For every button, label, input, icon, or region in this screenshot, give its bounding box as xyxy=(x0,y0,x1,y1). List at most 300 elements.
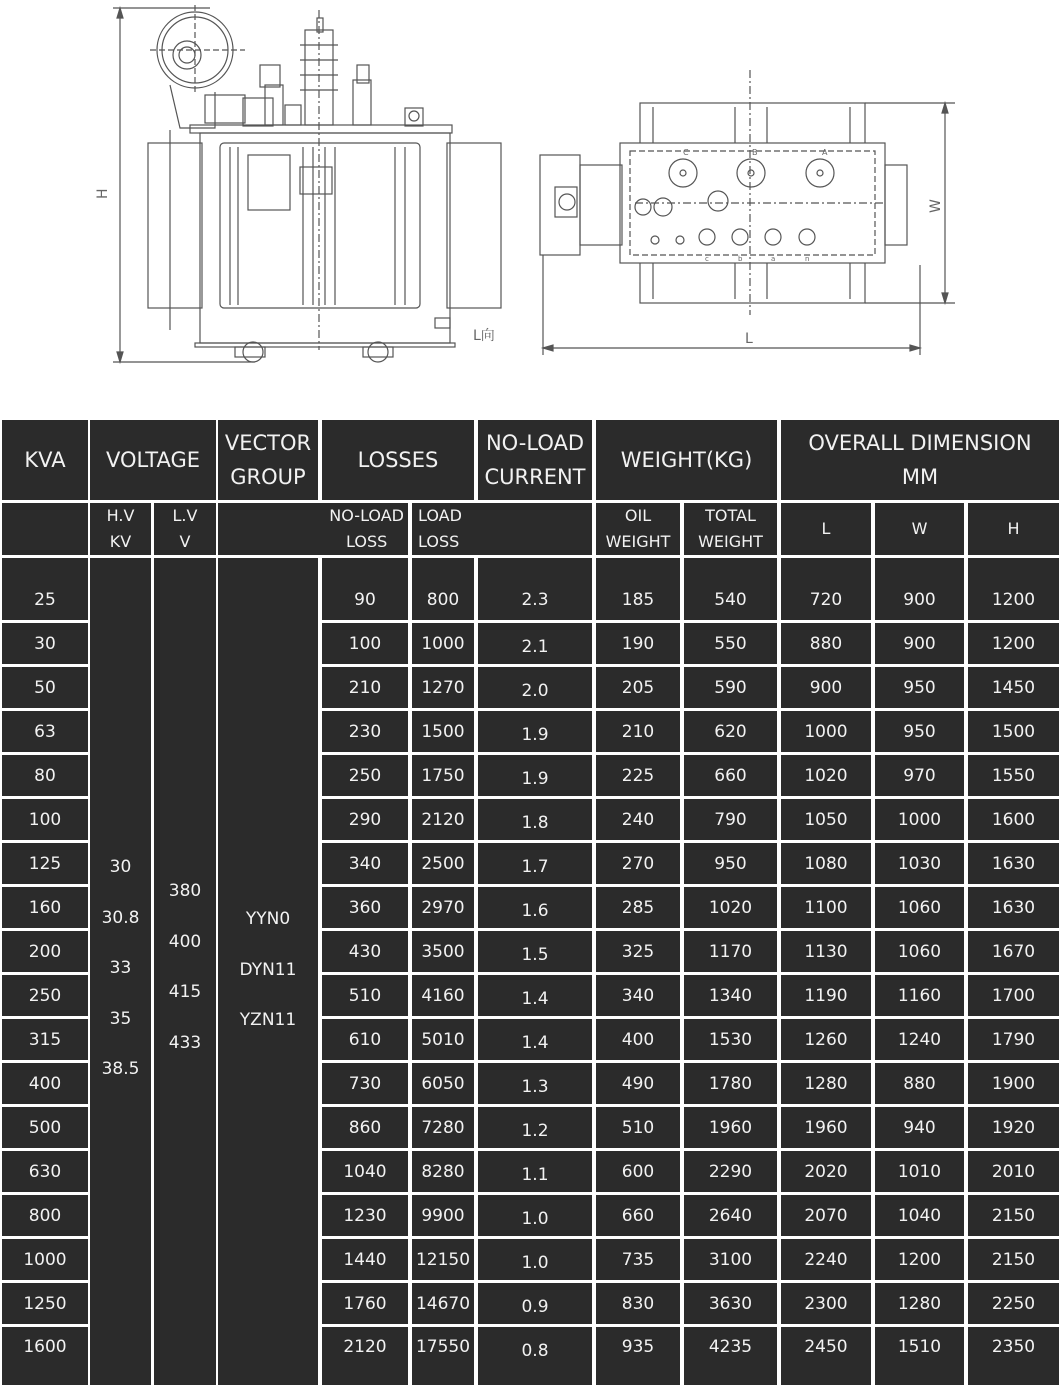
cell-value: 1340 xyxy=(708,985,753,1006)
subheader-lv xyxy=(154,503,216,555)
cell-value: 2970 xyxy=(421,897,465,918)
table-cell-l xyxy=(781,711,871,752)
subheader-h-label: H xyxy=(1007,519,1020,538)
lv-value: 415 xyxy=(168,982,202,1002)
table-cell-load-loss xyxy=(412,799,474,840)
table-cell-no-load-loss xyxy=(322,755,408,796)
table-cell-oil xyxy=(596,843,680,884)
cell-value: 950 xyxy=(714,853,747,874)
table-cell-h xyxy=(968,711,1059,752)
cell-value: 1500 xyxy=(991,721,1036,742)
cell-value: 7280 xyxy=(421,1117,465,1138)
cell-value: 90 xyxy=(354,590,376,610)
table-cell-h xyxy=(968,755,1059,796)
cell-value: 1.9 xyxy=(521,724,549,745)
cell-value: 940 xyxy=(903,1117,936,1138)
cell-value: 1050 xyxy=(804,809,848,830)
table-cell-no-load-loss xyxy=(322,1019,408,1060)
table-cell-l xyxy=(781,887,871,928)
cell-value: 550 xyxy=(714,633,747,654)
table-cell-h xyxy=(968,887,1059,928)
cell-value: 1600 xyxy=(991,809,1036,830)
cell-value: 1.7 xyxy=(521,856,549,877)
table-cell-total xyxy=(684,843,777,884)
table-cell-no-load-loss xyxy=(322,1107,408,1148)
cell-value: 950 xyxy=(903,677,936,698)
table-cell-kva xyxy=(2,623,88,664)
cell-value: 1020 xyxy=(804,765,848,786)
cell-value: 1000 xyxy=(421,633,465,654)
cell-value: 1510 xyxy=(897,1337,942,1357)
cell-value: 1.4 xyxy=(521,988,549,1009)
phase-label-lv: c xyxy=(705,255,709,263)
table-cell-w xyxy=(875,1019,964,1060)
subheader-w-label: W xyxy=(911,519,928,538)
subheader-load-line2: LOSS xyxy=(418,532,460,551)
table-cell-w xyxy=(875,667,964,708)
table-cell-no-load-loss xyxy=(322,558,408,620)
subheader-total-line2: WEIGHT xyxy=(698,532,763,551)
header-vector-group xyxy=(218,420,318,500)
cell-value: 1.8 xyxy=(521,812,549,833)
cell-value: 500 xyxy=(28,1117,62,1138)
cell-value: 200 xyxy=(28,941,62,962)
table-cell-h xyxy=(968,1283,1059,1324)
table-cell-load-loss xyxy=(412,755,474,796)
cell-value: 1530 xyxy=(708,1029,753,1050)
cell-value: 880 xyxy=(903,1073,936,1094)
cell-value: 1000 xyxy=(23,1249,67,1270)
cell-value: 2150 xyxy=(991,1249,1036,1270)
header-losses-label: LOSSES xyxy=(357,448,439,472)
header-losses xyxy=(322,420,474,500)
table-cell-h xyxy=(968,1019,1059,1060)
table-cell-kva xyxy=(2,711,88,752)
table-cell-w xyxy=(875,1327,964,1385)
cell-value: 1040 xyxy=(897,1205,942,1226)
subheader-hv-line1: H.V xyxy=(106,506,135,525)
cell-value: 17550 xyxy=(415,1337,471,1357)
lv-value: 400 xyxy=(168,931,202,952)
table-cell-current xyxy=(478,755,592,796)
table-cell-total xyxy=(684,1107,777,1148)
cell-value: 830 xyxy=(621,1293,655,1314)
header-vector-line1: VECTOR xyxy=(224,431,312,455)
table-cell-oil xyxy=(596,975,680,1016)
table-cell-total xyxy=(684,558,777,620)
table-cell-oil xyxy=(596,667,680,708)
table-cell-current xyxy=(478,1063,592,1104)
table-cell-total xyxy=(684,975,777,1016)
cell-value: 30 xyxy=(34,633,56,654)
merged-hv-column xyxy=(90,558,151,1385)
cell-value: 540 xyxy=(714,590,747,610)
table-cell-w xyxy=(875,711,964,752)
table-cell-h xyxy=(968,1195,1059,1236)
cell-value: 1780 xyxy=(708,1073,753,1094)
table-cell-total xyxy=(684,755,777,796)
cell-value: 2290 xyxy=(708,1161,753,1182)
cell-value: 935 xyxy=(621,1337,655,1357)
table-cell-current xyxy=(478,975,592,1016)
table-cell-h xyxy=(968,1063,1059,1104)
cell-value: 3630 xyxy=(708,1293,753,1314)
cell-value: 430 xyxy=(348,941,382,962)
cell-value: 1550 xyxy=(991,765,1036,786)
cell-value: 5010 xyxy=(421,1029,465,1050)
cell-value: 880 xyxy=(809,633,843,654)
table-cell-w xyxy=(875,799,964,840)
table-cell-total xyxy=(684,623,777,664)
cell-value: 1010 xyxy=(897,1161,942,1182)
cell-value: 1960 xyxy=(708,1117,753,1138)
cell-value: 63 xyxy=(34,721,56,742)
subheader-lv-line1: L.V xyxy=(172,506,198,525)
table-cell-oil xyxy=(596,1107,680,1148)
cell-value: 240 xyxy=(621,809,655,830)
cell-value: 1790 xyxy=(991,1029,1036,1050)
cell-value: 590 xyxy=(714,677,747,698)
table-cell-l xyxy=(781,755,871,796)
top-view-drawing xyxy=(535,65,975,365)
table-cell-kva xyxy=(2,667,88,708)
table-cell-w xyxy=(875,1195,964,1236)
cell-value: 1250 xyxy=(23,1293,67,1314)
table-cell-load-loss xyxy=(412,975,474,1016)
subheader-total-weight xyxy=(684,503,777,555)
table-cell-load-loss xyxy=(412,1239,474,1280)
vector-group-value: YZN11 xyxy=(239,1010,297,1030)
table-cell-total xyxy=(684,931,777,972)
table-cell-oil xyxy=(596,799,680,840)
cell-value: 340 xyxy=(348,853,382,874)
table-cell-load-loss xyxy=(412,1327,474,1385)
table-cell-current xyxy=(478,931,592,972)
subheader-l-label: L xyxy=(821,519,831,538)
cell-value: 100 xyxy=(28,809,62,830)
cell-value: 600 xyxy=(621,1161,655,1182)
cell-value: 400 xyxy=(28,1073,62,1094)
cell-value: 2240 xyxy=(804,1249,848,1270)
cell-value: 1.3 xyxy=(521,1076,549,1097)
table-cell-l xyxy=(781,975,871,1016)
table-cell-l xyxy=(781,558,871,620)
cell-value: 800 xyxy=(28,1205,62,1226)
cell-value: 1630 xyxy=(991,897,1036,918)
cell-value: 290 xyxy=(348,809,382,830)
phase-label-lv: a xyxy=(771,255,776,263)
header-kva xyxy=(2,420,88,500)
merged-lv-column xyxy=(154,558,216,1385)
cell-value: 1130 xyxy=(804,941,848,962)
cell-value: 860 xyxy=(348,1117,382,1138)
table-cell-w xyxy=(875,931,964,972)
table-cell-h xyxy=(968,1327,1059,1385)
table-cell-total xyxy=(684,1063,777,1104)
subheader-lv-line2: V xyxy=(179,532,191,551)
header-current-line1: NO-LOAD xyxy=(485,431,585,455)
table-cell-current xyxy=(478,887,592,928)
cell-value: 2120 xyxy=(421,809,465,830)
table-cell-current xyxy=(478,1019,592,1060)
table-cell-load-loss xyxy=(412,711,474,752)
cell-value: 340 xyxy=(621,985,655,1006)
table-cell-kva xyxy=(2,1063,88,1104)
cell-value: 1260 xyxy=(804,1029,848,1050)
merged-vector-column xyxy=(218,558,318,1385)
cell-value: 0.9 xyxy=(521,1296,549,1317)
subheader-total-line1: TOTAL xyxy=(705,506,756,525)
header-voltage xyxy=(90,420,216,500)
cell-value: 1200 xyxy=(897,1249,942,1270)
table-cell-total xyxy=(684,1019,777,1060)
cell-value: 12150 xyxy=(415,1249,471,1270)
cell-value: 1200 xyxy=(991,633,1036,654)
cell-value: 230 xyxy=(348,721,382,742)
header-voltage-label: VOLTAGE xyxy=(105,448,201,472)
cell-value: 1760 xyxy=(343,1293,387,1314)
vector-group-value: YYN0 xyxy=(245,909,291,929)
table-cell-oil xyxy=(596,755,680,796)
table-cell-kva xyxy=(2,1195,88,1236)
table-cell-kva xyxy=(2,931,88,972)
cell-value: 2120 xyxy=(343,1337,387,1357)
cell-value: 1190 xyxy=(804,985,848,1006)
cell-value: 205 xyxy=(621,677,655,698)
table-cell-oil xyxy=(596,1283,680,1324)
cell-value: 1160 xyxy=(897,985,942,1006)
table-cell-kva xyxy=(2,755,88,796)
table-cell-w xyxy=(875,843,964,884)
table-cell-current xyxy=(478,1195,592,1236)
cell-value: 6050 xyxy=(421,1073,465,1094)
header-kva-label: KVA xyxy=(24,448,66,472)
table-cell-no-load-loss xyxy=(322,1151,408,1192)
hv-value: 30.8 xyxy=(101,907,140,928)
subheader-w xyxy=(875,503,964,555)
table-cell-oil xyxy=(596,1063,680,1104)
header-weight-label: WEIGHT(KG) xyxy=(620,448,753,472)
cell-value: 285 xyxy=(621,897,655,918)
table-cell-oil xyxy=(596,1327,680,1385)
header-vector-line2: GROUP xyxy=(230,465,306,489)
cell-value: 1060 xyxy=(897,941,942,962)
cell-value: 510 xyxy=(348,985,382,1006)
table-cell-w xyxy=(875,755,964,796)
table-cell-h xyxy=(968,1239,1059,1280)
table-cell-h xyxy=(968,1151,1059,1192)
cell-value: 1280 xyxy=(804,1073,848,1094)
table-cell-kva xyxy=(2,975,88,1016)
header-overall-dimension xyxy=(781,420,1059,500)
table-cell-total xyxy=(684,711,777,752)
cell-value: 100 xyxy=(348,633,382,654)
cell-value: 790 xyxy=(714,809,747,830)
cell-value: 210 xyxy=(348,677,382,698)
table-cell-l xyxy=(781,931,871,972)
table-cell-kva xyxy=(2,887,88,928)
cell-value: 185 xyxy=(621,590,655,610)
cell-value: 2450 xyxy=(804,1337,848,1357)
table-cell-kva xyxy=(2,1107,88,1148)
table-cell-kva xyxy=(2,1019,88,1060)
table-cell-load-loss xyxy=(412,1019,474,1060)
cell-value: 1.2 xyxy=(521,1120,549,1141)
table-cell-no-load-loss xyxy=(322,1063,408,1104)
header-current-line2: CURRENT xyxy=(484,465,586,489)
hv-value: 33 xyxy=(109,958,132,978)
phase-label-hv: C xyxy=(683,148,689,157)
cell-value: 1.6 xyxy=(521,900,549,921)
table-cell-current xyxy=(478,799,592,840)
table-cell-w xyxy=(875,1239,964,1280)
cell-value: 2500 xyxy=(421,853,465,874)
cell-value: 510 xyxy=(621,1117,655,1138)
cell-value: 660 xyxy=(714,765,747,786)
cell-value: 730 xyxy=(348,1073,382,1094)
cell-value: 2250 xyxy=(991,1293,1036,1314)
cell-value: 1240 xyxy=(897,1029,942,1050)
table-cell-no-load-loss xyxy=(322,1239,408,1280)
cell-value: 2070 xyxy=(804,1205,848,1226)
width-label: W xyxy=(928,199,944,213)
table-cell-l xyxy=(781,1151,871,1192)
table-cell-w xyxy=(875,1063,964,1104)
cell-value: 210 xyxy=(621,721,655,742)
table-cell-kva xyxy=(2,843,88,884)
table-cell-oil xyxy=(596,1151,680,1192)
table-cell-total xyxy=(684,1283,777,1324)
table-cell-no-load-loss xyxy=(322,711,408,752)
table-cell-current xyxy=(478,1283,592,1324)
cell-value: 2.1 xyxy=(521,636,549,657)
cell-value: 735 xyxy=(621,1249,655,1270)
table-cell-kva xyxy=(2,1151,88,1192)
table-cell-load-loss xyxy=(412,667,474,708)
table-cell-no-load-loss xyxy=(322,1283,408,1324)
cell-value: 250 xyxy=(348,765,382,786)
table-cell-total xyxy=(684,1327,777,1385)
cell-value: 1060 xyxy=(897,897,942,918)
table-cell-current xyxy=(478,1239,592,1280)
header-dimension-line2: MM xyxy=(901,465,939,489)
table-cell-load-loss xyxy=(412,843,474,884)
table-cell-current xyxy=(478,667,592,708)
table-cell-oil xyxy=(596,623,680,664)
hv-value: 38.5 xyxy=(101,1059,140,1079)
hv-value: 30 xyxy=(109,857,132,877)
cell-value: 1670 xyxy=(991,941,1036,962)
cell-value: 2010 xyxy=(991,1161,1036,1182)
table-cell-current xyxy=(478,1107,592,1148)
cell-value: 1440 xyxy=(343,1249,387,1270)
table-cell-h xyxy=(968,558,1059,620)
cell-value: 4235 xyxy=(708,1337,753,1357)
cell-value: 1600 xyxy=(23,1337,67,1357)
table-cell-h xyxy=(968,623,1059,664)
table-cell-kva xyxy=(2,1239,88,1280)
subheader-hv-line2: KV xyxy=(109,532,132,551)
cell-value: 1450 xyxy=(991,677,1036,698)
table-cell-oil xyxy=(596,711,680,752)
cell-value: 1080 xyxy=(804,853,848,874)
cell-value: 4160 xyxy=(421,985,465,1006)
cell-value: 1.1 xyxy=(521,1164,549,1185)
table-cell-w xyxy=(875,623,964,664)
cell-value: 250 xyxy=(28,985,62,1006)
header-weight xyxy=(596,420,777,500)
phase-label-lv: n xyxy=(805,255,810,263)
table-cell-kva xyxy=(2,799,88,840)
cell-value: 3100 xyxy=(708,1249,753,1270)
table-cell-load-loss xyxy=(412,1107,474,1148)
cell-value: 1960 xyxy=(804,1117,848,1138)
table-cell-kva xyxy=(2,1327,88,1385)
table-cell-load-loss xyxy=(412,1195,474,1236)
table-cell-total xyxy=(684,799,777,840)
cell-value: 80 xyxy=(34,765,56,786)
table-cell-total xyxy=(684,667,777,708)
subheader-kva-empty xyxy=(2,503,88,555)
subheader-load-loss xyxy=(412,503,592,555)
table-cell-load-loss xyxy=(412,931,474,972)
subheader-hv xyxy=(90,503,151,555)
cell-value: 2300 xyxy=(804,1293,848,1314)
table-cell-l xyxy=(781,1239,871,1280)
table-cell-h xyxy=(968,975,1059,1016)
cell-value: 490 xyxy=(621,1073,655,1094)
cell-value: 1270 xyxy=(421,677,465,698)
table-cell-oil xyxy=(596,887,680,928)
table-cell-w xyxy=(875,558,964,620)
subheader-noload-line1: NO-LOAD xyxy=(329,506,404,525)
table-cell-no-load-loss xyxy=(322,1327,408,1385)
phase-label-hv: A xyxy=(822,148,828,157)
cell-value: 400 xyxy=(621,1029,655,1050)
table-cell-no-load-loss xyxy=(322,887,408,928)
table-cell-h xyxy=(968,667,1059,708)
subheader-oil-line2: WEIGHT xyxy=(605,532,671,551)
cell-value: 1.5 xyxy=(521,944,549,965)
cell-value: 325 xyxy=(621,941,655,962)
cell-value: 1280 xyxy=(897,1293,942,1314)
cell-value: 0.8 xyxy=(521,1341,549,1361)
table-cell-load-loss xyxy=(412,1063,474,1104)
cell-value: 950 xyxy=(903,721,936,742)
table-cell-l xyxy=(781,799,871,840)
table-cell-l xyxy=(781,1107,871,1148)
cell-value: 125 xyxy=(28,853,62,874)
table-cell-l xyxy=(781,623,871,664)
cell-value: 1900 xyxy=(991,1073,1036,1094)
cell-value: 190 xyxy=(621,633,655,654)
cell-value: 1.4 xyxy=(521,1032,549,1053)
table-cell-l xyxy=(781,1327,871,1385)
cell-value: 1000 xyxy=(897,809,942,830)
cell-value: 1100 xyxy=(804,897,848,918)
cell-value: 900 xyxy=(903,633,936,654)
cell-value: 610 xyxy=(348,1029,382,1050)
spec-table xyxy=(0,418,1059,1385)
height-label: H xyxy=(95,188,111,199)
table-cell-current xyxy=(478,1151,592,1192)
cell-value: 1750 xyxy=(421,765,465,786)
cell-value: 14670 xyxy=(415,1293,471,1314)
table-cell-oil xyxy=(596,1195,680,1236)
lv-value: 380 xyxy=(168,881,202,901)
cell-value: 8280 xyxy=(421,1161,465,1182)
subheader-h xyxy=(968,503,1059,555)
